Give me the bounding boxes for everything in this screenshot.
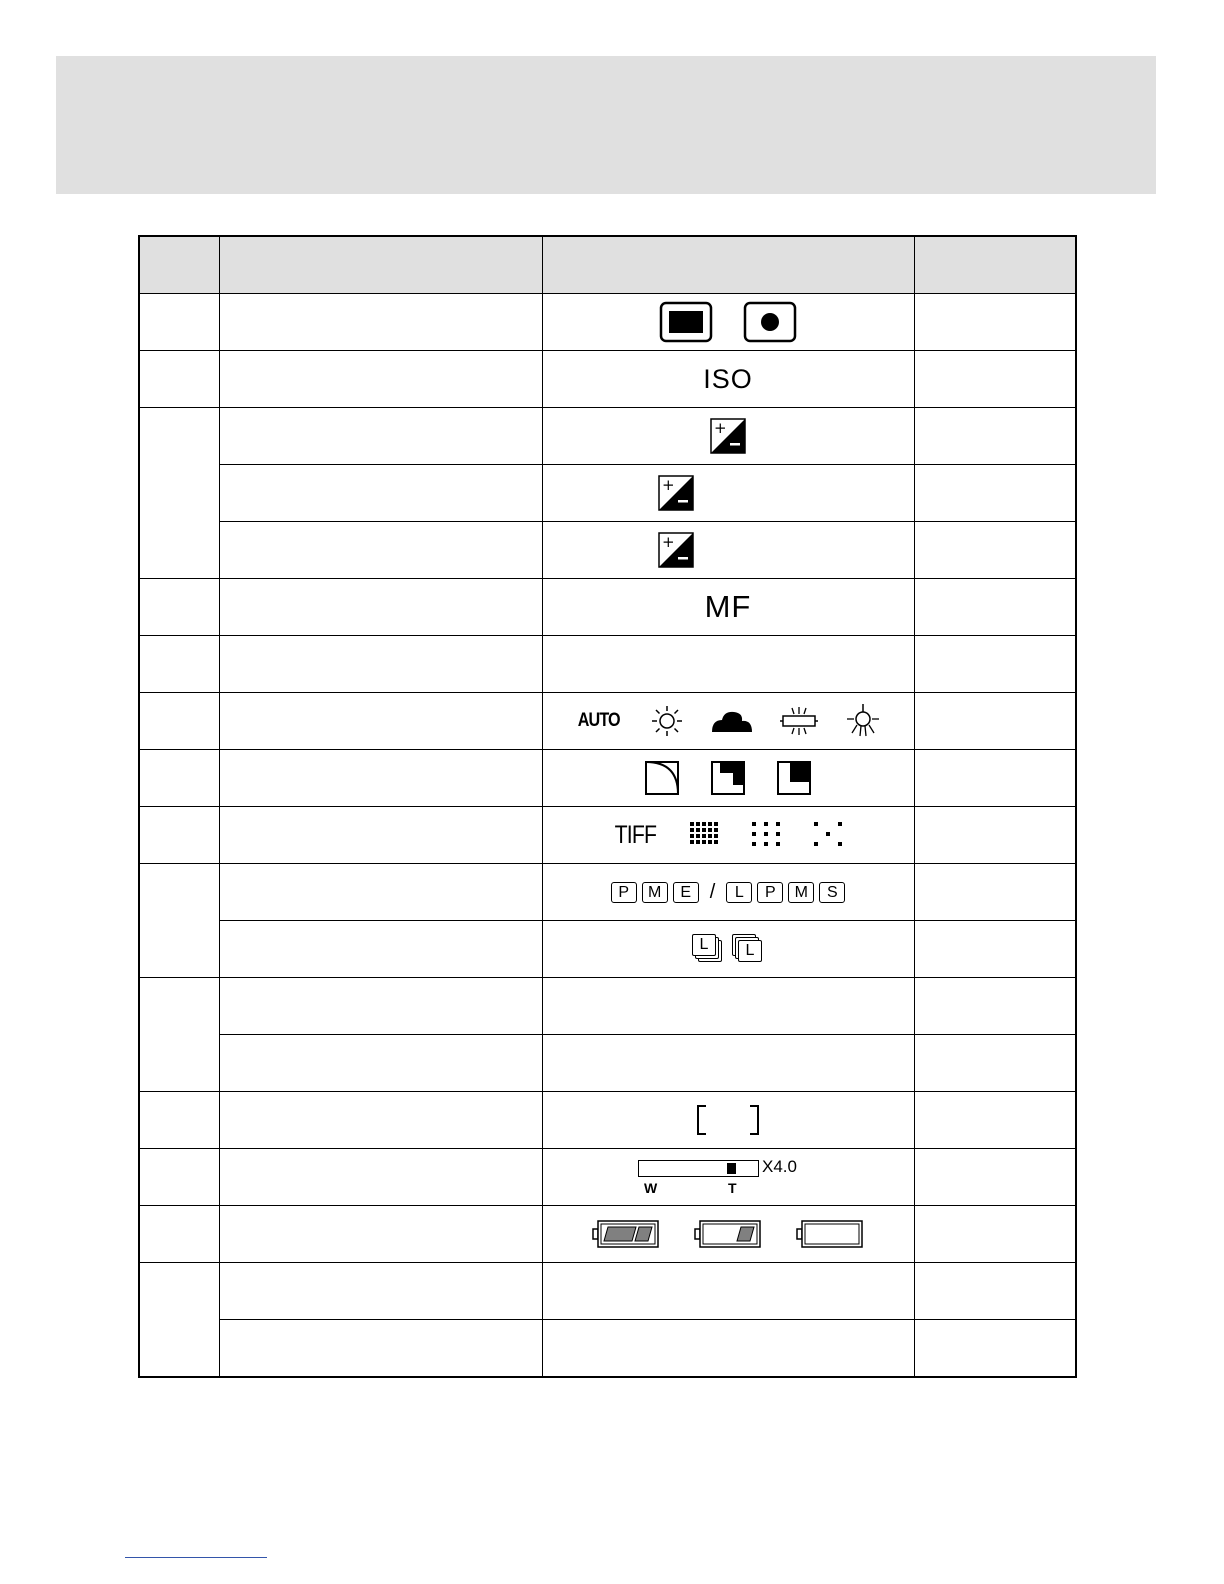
table-row bbox=[139, 1263, 1076, 1320]
battery-empty-icon bbox=[796, 1219, 864, 1249]
focus-frame-icon bbox=[696, 1104, 760, 1136]
svg-text:+: + bbox=[714, 419, 727, 437]
bracket-mode-icon bbox=[732, 934, 764, 964]
quality-tiff-icon: TIFF bbox=[614, 820, 656, 849]
table-row bbox=[139, 1035, 1076, 1092]
metering-icons bbox=[543, 294, 914, 350]
table-row bbox=[139, 465, 1076, 522]
sharpness-hard-icon bbox=[777, 761, 811, 795]
burst-icons bbox=[543, 921, 914, 977]
table-row bbox=[139, 579, 1076, 636]
table-row bbox=[139, 1149, 1076, 1206]
footer-rule bbox=[125, 1557, 267, 1558]
size-box-l: L bbox=[726, 882, 752, 903]
iso-icon: ISO bbox=[703, 363, 753, 394]
page-header-banner bbox=[56, 56, 1156, 194]
zoom-tele-label: T bbox=[728, 1180, 737, 1196]
table-row bbox=[139, 750, 1076, 807]
white-balance-icons bbox=[543, 693, 914, 749]
zoom-indicator bbox=[638, 1154, 818, 1200]
sharpness-normal-icon bbox=[711, 761, 745, 795]
table-row bbox=[139, 807, 1076, 864]
zoom-wide-label: W bbox=[644, 1180, 658, 1196]
daylight-icon bbox=[650, 704, 684, 738]
table-row bbox=[139, 978, 1076, 1035]
size-separator: / bbox=[709, 880, 716, 903]
burst-mode-icon bbox=[692, 934, 724, 964]
exposure-compensation-icon bbox=[658, 532, 694, 568]
sharpness-icons bbox=[543, 750, 914, 806]
size-box-m: M bbox=[642, 882, 668, 903]
table-header-row bbox=[139, 236, 1076, 294]
manual-focus-icon: MF bbox=[704, 589, 752, 624]
exposure-compensation-icon bbox=[658, 475, 694, 511]
table-row bbox=[139, 351, 1076, 408]
lcd-icon-table bbox=[138, 235, 1077, 1378]
table-row bbox=[139, 1320, 1076, 1378]
fluorescent-icon bbox=[780, 705, 818, 737]
exposure-compensation-icon bbox=[710, 418, 746, 454]
burst-mode-label: L bbox=[692, 934, 716, 956]
svg-text:+: + bbox=[661, 533, 675, 551]
zoom-value: X4.0 bbox=[762, 1157, 797, 1176]
size-box-m2: M bbox=[788, 882, 814, 903]
table-row bbox=[139, 921, 1076, 978]
table-row bbox=[139, 1206, 1076, 1263]
size-box-e: E bbox=[673, 882, 699, 903]
spot-metering-icon bbox=[743, 301, 797, 343]
bracket-mode-label: L bbox=[738, 940, 762, 962]
header-cell-page bbox=[914, 236, 1076, 294]
header-cell-item bbox=[219, 236, 542, 294]
quality-normal-icon bbox=[751, 821, 783, 849]
auto-wb-icon: AUTO bbox=[577, 710, 621, 731]
table-row bbox=[139, 408, 1076, 465]
multi-segment-metering-icon bbox=[659, 301, 713, 343]
table-row bbox=[139, 693, 1076, 750]
size-box-p: P bbox=[611, 882, 637, 903]
quality-economy-icon bbox=[813, 821, 845, 849]
size-box-s: S bbox=[819, 882, 845, 903]
table-row bbox=[139, 294, 1076, 351]
tungsten-icon bbox=[844, 703, 882, 739]
battery-icons bbox=[543, 1206, 914, 1262]
svg-text:+: + bbox=[661, 476, 675, 494]
quality-fine-icon bbox=[689, 821, 721, 849]
size-box-p2: P bbox=[757, 882, 783, 903]
battery-full-icon bbox=[592, 1219, 660, 1249]
image-size-icons bbox=[543, 864, 914, 920]
quality-icons bbox=[543, 807, 914, 863]
sharpness-soft-icon bbox=[645, 761, 679, 795]
table-row bbox=[139, 636, 1076, 693]
zoom-bar-marker bbox=[727, 1163, 736, 1174]
header-cell-no bbox=[139, 236, 219, 294]
zoom-bar bbox=[638, 1160, 759, 1177]
table-row bbox=[139, 864, 1076, 921]
cloudy-icon bbox=[710, 708, 754, 734]
battery-half-icon bbox=[694, 1219, 762, 1249]
header-cell-icon bbox=[542, 236, 914, 294]
table-row bbox=[139, 522, 1076, 579]
table-row bbox=[139, 1092, 1076, 1149]
